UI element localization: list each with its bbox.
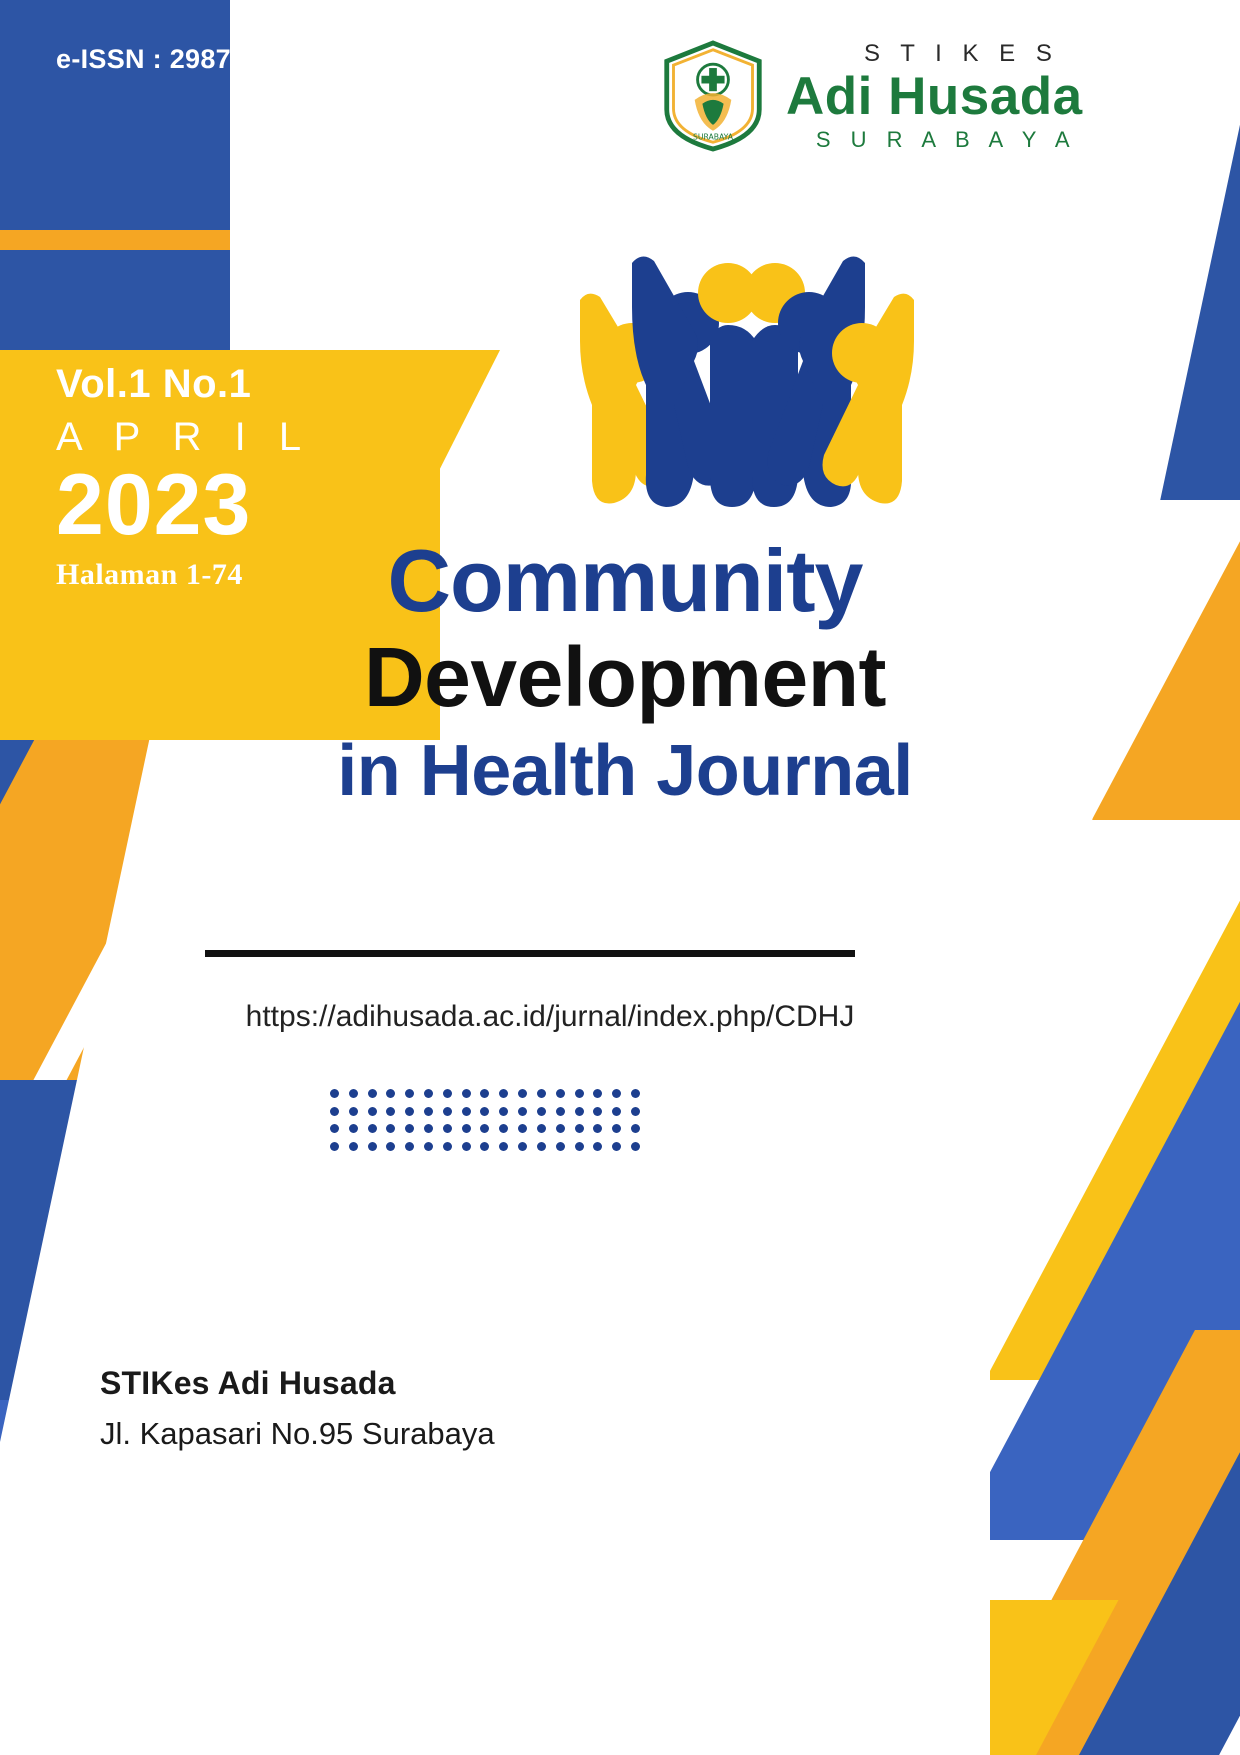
- volume-month: A P R I L: [56, 415, 313, 459]
- journal-title: [230, 531, 1020, 811]
- svg-text:SURABAYA: SURABAYA: [692, 132, 734, 142]
- stikes-emblem-icon: [660, 40, 766, 152]
- publisher-logo: [660, 40, 1083, 152]
- title-line-1: Community: [387, 531, 863, 630]
- logo-adihusada-line: Adi Husada: [786, 66, 1083, 126]
- volume-pages: Halaman 1-74: [56, 558, 243, 591]
- title-divider: [205, 950, 855, 957]
- journal-url[interactable]: https://adihusada.ac.id/jurnal/index.php/CDHJ: [245, 1000, 855, 1033]
- community-people-icon: [570, 245, 920, 535]
- title-line-3: in Health Journal: [337, 730, 913, 811]
- publisher-logo-text: [786, 39, 1083, 152]
- logo-surabaya-line: S U R A B A Y A: [815, 126, 1077, 152]
- dot-grid-decoration: [325, 1085, 645, 1155]
- eissn-label: e-ISSN : 2987-3703: [56, 44, 302, 74]
- footer-institution: STIKes Adi Husada: [100, 1365, 396, 1401]
- volume-number: Vol.1 No.1: [56, 362, 252, 406]
- volume-year: 2023: [56, 457, 252, 553]
- publisher-footer: [100, 1365, 495, 1452]
- title-line-2: Development: [364, 630, 886, 725]
- logo-stikes-line: S T I K E S: [864, 39, 1059, 67]
- footer-address: Jl. Kapasari No.95 Surabaya: [100, 1416, 495, 1451]
